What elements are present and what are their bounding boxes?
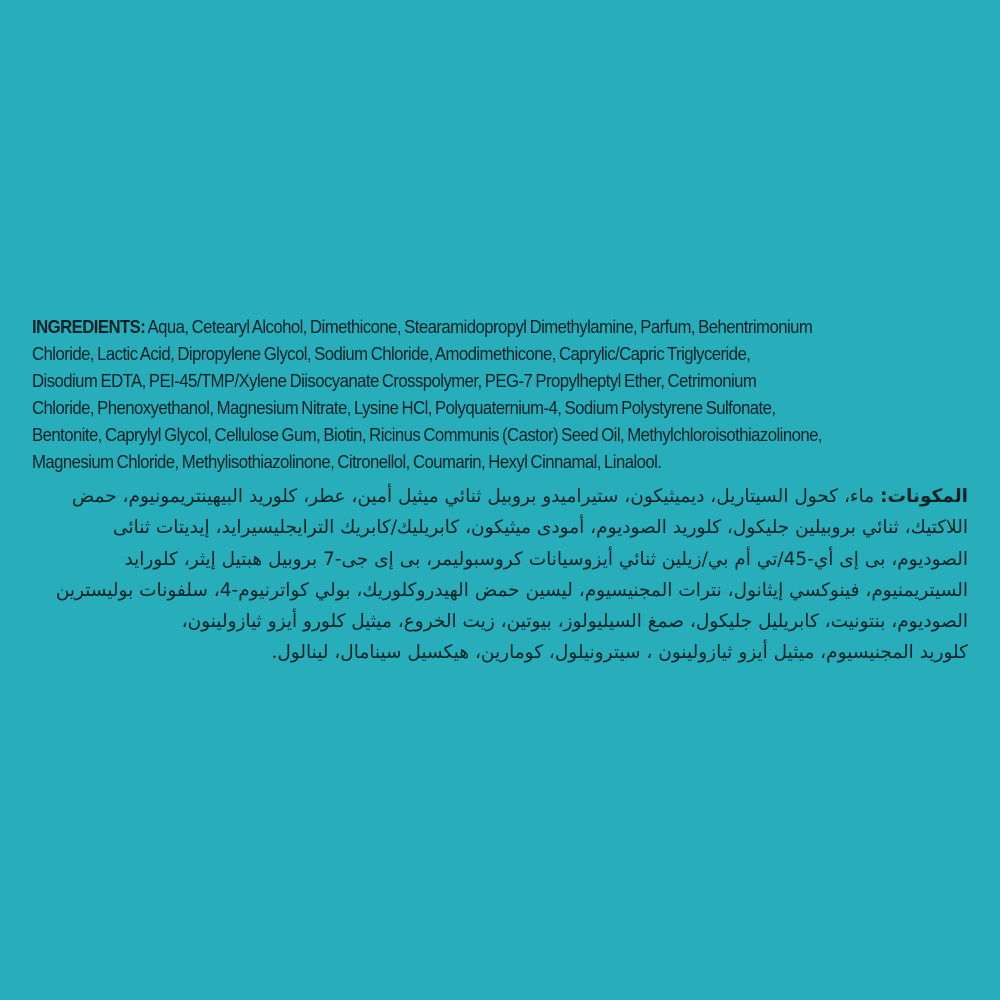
arabic-ingredients-heading: المكونات:	[880, 486, 968, 507]
english-ingredients-heading: INGREDIENTS:	[32, 317, 146, 337]
arabic-ingredients-line: السيتريمنيوم، فينوكسي إيثانول، نترات المجنيسيوم، ليسين حمض الهيدروكلوريك، بولي كواترنيوم-4، سلفونات بوليسترين	[55, 579, 968, 601]
arabic-ingredients-line: الصوديوم، بنتونيت، كابريليل جليكول، صمغ السيليولوز، بيوتين، زيت الخروع، ميثيل كلورو أيزو ثيازولينون،	[181, 611, 968, 633]
english-ingredients-text: Aqua, Cetearyl Alcohol, Dimethicone, Stearamidopropyl Dimethylamine, Parfum, Behentrimonium	[145, 317, 813, 337]
english-ingredients-block	[32, 314, 897, 476]
arabic-ingredients-line: كلوريد المجنيسيوم، ميثيل أيزو ثيازولينون ، سيترونيلول، كومارين، هيكسيل سينامال، لينالول.	[271, 642, 968, 664]
english-ingredients-line: Chloride, Phenoxyethanol, Magnesium Nitrate, Lysine HCl, Polyquaternium-4, Sodium Polystyrene Sulfonate,	[32, 398, 776, 418]
english-ingredients-line: Bentonite, Caprylyl Glycol, Cellulose Gum, Biotin, Ricinus Communis (Castor) Seed Oil, Methylchloroisothiazolinone,	[32, 425, 822, 445]
arabic-ingredients-line	[28, 481, 968, 512]
english-ingredients-line: Disodium EDTA, PEI-45/TMP/Xylene Diisocyanate Crosspolymer, PEG-7 Propylheptyl Ether, Cetrimonium	[32, 371, 757, 391]
arabic-ingredients-block	[28, 481, 968, 669]
english-ingredients-line: Chloride, Lactic Acid, Dipropylene Glycol, Sodium Chloride, Amodimethicone, Caprylic/Capric Triglyceride,	[32, 344, 751, 364]
arabic-ingredients-text: ماء، كحول السيتاريل، ديميثيكون، ستيراميدو بروبيل ثنائي ميثيل أمين، عطر، كلوريد البيهينتريمونيوم، حمض	[71, 486, 881, 507]
arabic-ingredients-line: اللاكتيك، ثنائي بروبيلين جليكول، كلوريد الصوديوم، أمودى ميثيكون، كابريليك/كابريك الترايجليسيرايد، إيديتات ثنائى	[113, 517, 968, 539]
english-ingredients-line: Magnesium Chloride, Methylisothiazolinone, Citronellol, Coumarin, Hexyl Cinnamal, Linalool.	[32, 452, 662, 472]
english-ingredients-line	[32, 314, 897, 341]
arabic-ingredients-line: الصوديوم، بى إى أي-45/تي أم بي/زيلين ثنائي أيزوسيانات كروسبوليمر، بى إى جى-7 بروبيل هبتيل إيثر، كلورايد	[124, 548, 968, 570]
